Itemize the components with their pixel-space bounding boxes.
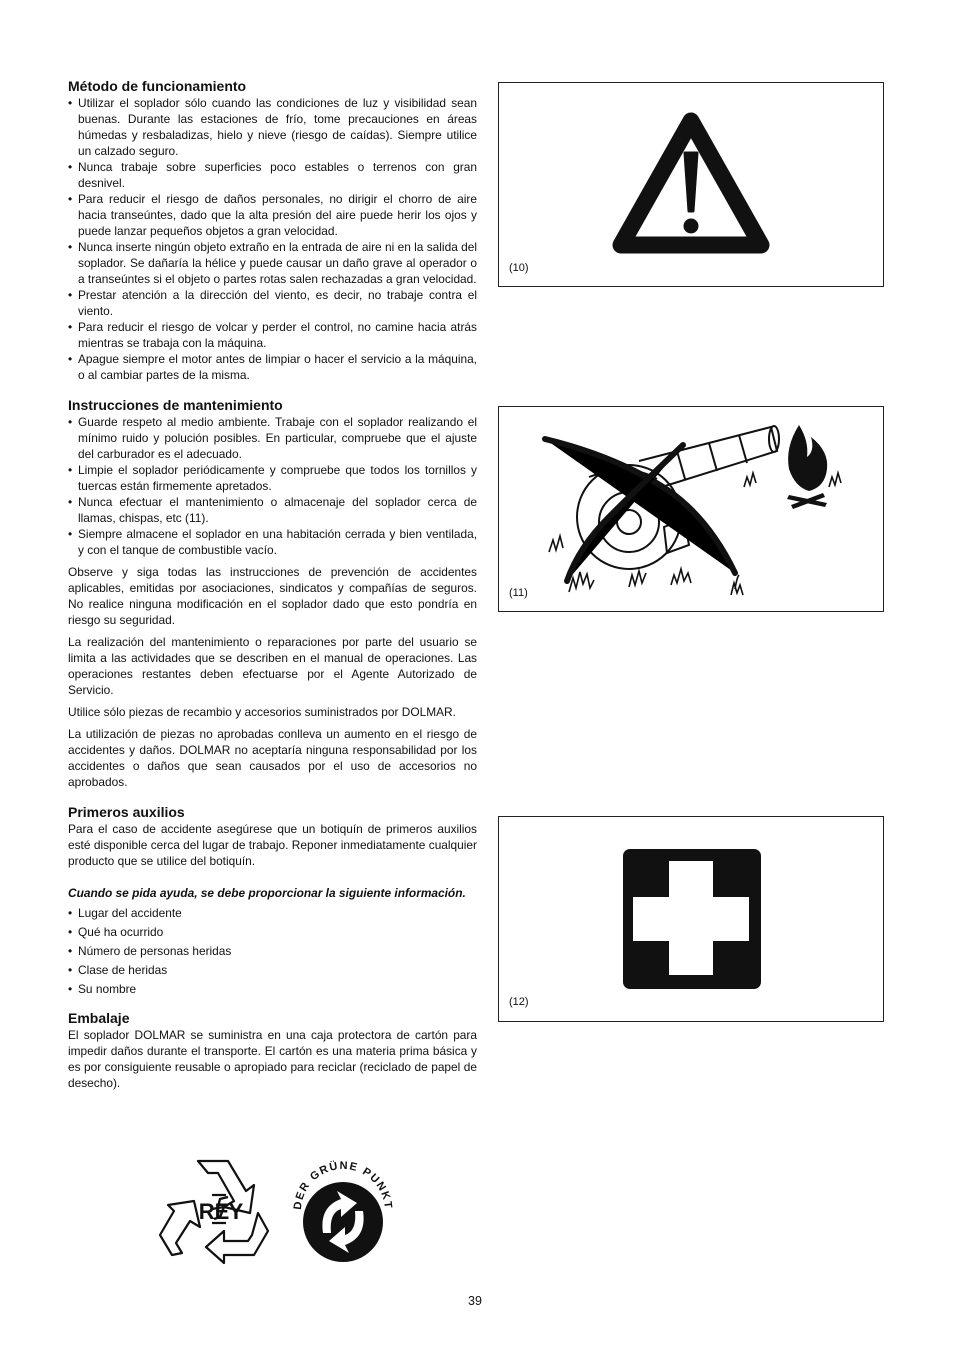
paragraph: Para el caso de accidente asegúrese que un botiquín de primeros auxilios esté disponible cerca del lugar de trabajo. Reponer inmediatamente cualquier producto que se utilice del botiquín. [68, 822, 477, 868]
list-item: • Utilizar el soplador sólo cuando las condiciones de luz y visibilidad sean buenas. Durante las estaciones de frío, tome precauciones en áreas húmedas y resbaladizas, hielo y nieve (riesgo de caídas). Siempre utilice un calzado seguro. [68, 95, 477, 159]
paragraph: La utilización de piezas no aprobadas conlleva un aumento en el riesgo de accidentes y daños. DOLMAR no aceptaría ninguna responsabilidad por los accidentes o daños que sean causados por el uso de accesorios no aprobados. [68, 727, 477, 789]
list-item: • Clase de heridas [68, 962, 477, 978]
list-item: • Para reducir el riesgo de daños personales, no dirigir el chorro de aire hacia transeúntes, dado que la alta presión del aire puede herir los ojos y puede lanzar pequeños objetos a gran velocidad. [68, 191, 477, 239]
list-item: • Lugar del accidente [68, 905, 477, 921]
list-item: • Siempre almacene el soplador en una habitación cerrada y bien ventilada, y con el tanque de combustible vacío. [68, 526, 477, 558]
list-item: • Su nombre [68, 981, 477, 997]
operation-list [68, 95, 477, 383]
figure-warning [498, 82, 884, 287]
fire-icon [787, 425, 827, 509]
figure-caption: (12) [509, 996, 529, 1008]
list-item: • Prestar atención a la dirección del viento, es decir, no trabaje contra el viento. [68, 287, 477, 319]
blower-fire-prohibited-illustration [499, 407, 885, 613]
list-item: • Guarde respeto al medio ambiente. Trabaje con el soplador realizando el mínimo ruido y polución posibles. En particular, compruebe que el ajuste del carburador es el adecuado. [68, 414, 477, 462]
paragraph: Observe y siga todas las instrucciones de prevención de accidentes aplicables, emitidas por asociaciones, sindicatos y compañías de seguros. No realice ninguna modificación en el soplador dado que esto pondría en riesgo su seguridad. [68, 565, 477, 627]
list-item: • Nunca inserte ningún objeto extraño en la entrada de aire ni en la salida del soplador. Se dañaría la hélice y puede causar un daño grave al operador o a transeúntes si el objeto o partes rotas salen rechazadas a gran velocidad. [68, 239, 477, 287]
list-item: • Número de personas heridas [68, 943, 477, 959]
paragraph: La realización del mantenimiento o reparaciones por parte del usuario se limita a las actividades que se describen en el manual de operaciones. Las operaciones restantes deben efectuarse por el Agente Autorizado de Servicio. [68, 635, 477, 697]
list-item: • Limpie el soplador periódicamente y compruebe que todos los tornillos y tuercas están firmemente apretados. [68, 462, 477, 494]
section-heading-operation: Método de funcionamiento [68, 78, 247, 94]
emphasis-note: Cuando se pida ayuda, se debe proporcionar la siguiente información. [68, 886, 466, 900]
maintenance-list [68, 414, 477, 558]
gruener-punkt-logo [287, 1155, 399, 1265]
text-column [68, 78, 477, 1091]
figure-no-fire [498, 406, 884, 612]
svg-text:DER GRÜNE PUNKT: DER GRÜNE PUNKT [291, 1159, 395, 1211]
first-aid-list [68, 905, 477, 997]
list-item: • Qué ha ocurrido [68, 924, 477, 940]
figure-first-aid [498, 816, 884, 1022]
section-heading-maintenance: Instrucciones de mantenimiento [68, 397, 283, 413]
page-number: 39 [468, 1294, 482, 1308]
list-item: • Para reducir el riesgo de volcar y perder el control, no camine hacia atrás mientras se trabaja con la máquina. [68, 319, 477, 351]
list-item: • Nunca trabaje sobre superficies poco estables o terrenos con gran desnivel. [68, 159, 477, 191]
resy-logo [154, 1155, 272, 1265]
list-item: • Nunca efectuar el mantenimiento o almacenaje del soplador cerca de llamas, chispas, etc (11). [68, 494, 477, 526]
paragraph: El soplador DOLMAR se suministra en una caja protectora de cartón para impedir daños durante el transporte. El cartón es una materia prima básica y es por consiguiente reusable o apropiado para reciclar (reciclado de papel de desecho). [68, 1028, 477, 1090]
section-heading-packaging: Embalaje [68, 1010, 130, 1026]
figure-caption: (11) [509, 587, 528, 599]
figure-caption: (10) [509, 262, 529, 274]
svg-text:Y: Y [228, 1199, 244, 1224]
first-aid-cross-icon [499, 817, 885, 1023]
svg-text:RE: RE [198, 1199, 230, 1224]
paragraph: Utilice sólo piezas de recambio y accesorios suministrados por DOLMAR. [68, 705, 456, 719]
warning-triangle-icon [499, 83, 885, 288]
list-item: • Apague siempre el motor antes de limpiar o hacer el servicio a la máquina, o al cambiar partes de la misma. [68, 351, 477, 383]
section-heading-first-aid: Primeros auxilios [68, 804, 185, 820]
